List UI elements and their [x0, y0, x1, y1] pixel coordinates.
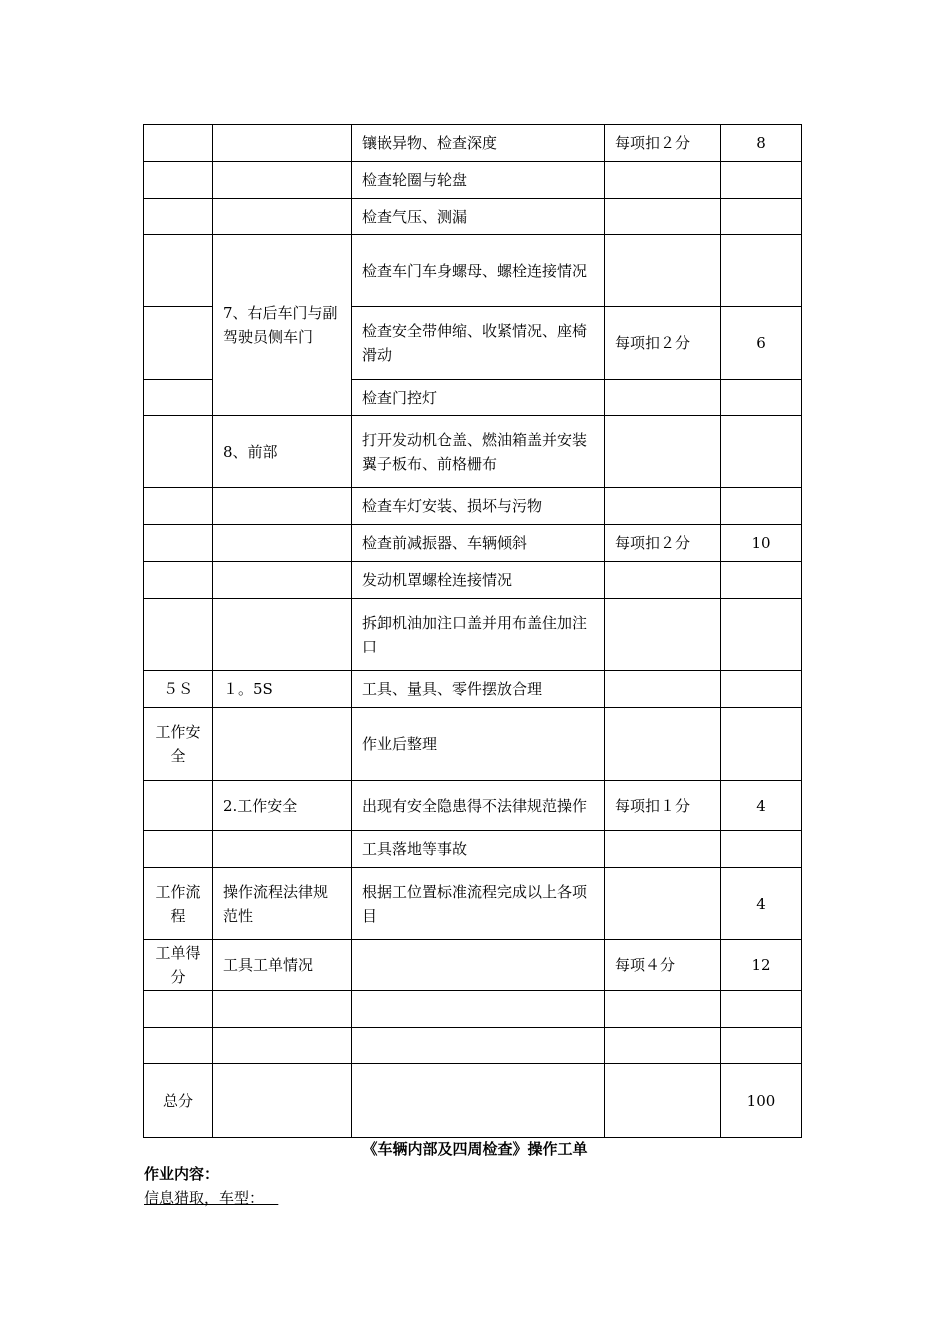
table-row [144, 525, 802, 562]
deduction-cell: 每项４分 [605, 940, 721, 991]
item-cell: 拆卸机油加注口盖并用布盖住加注口 [352, 599, 605, 671]
deduction-cell [605, 991, 721, 1028]
total-score: 100 [721, 1064, 802, 1138]
item-cell [352, 1064, 605, 1138]
table-row [144, 562, 802, 599]
deduction-cell [605, 671, 721, 708]
category-cell [144, 1028, 213, 1064]
table-row [144, 162, 802, 199]
subcategory-cell [213, 831, 352, 868]
category-cell [144, 991, 213, 1028]
subcategory-cell [213, 162, 352, 199]
score-cell: 8 [721, 125, 802, 162]
category-cell [144, 380, 213, 416]
score-cell: 4 [721, 781, 802, 831]
category-cell [144, 488, 213, 525]
deduction-cell [605, 868, 721, 940]
score-cell: 4 [721, 868, 802, 940]
table-row [144, 708, 802, 781]
category-cell [144, 562, 213, 599]
table-row [144, 125, 802, 162]
item-cell: 检查车门车身螺母、螺栓连接情况 [352, 235, 605, 307]
item-cell: 检查车灯安装、损坏与污物 [352, 488, 605, 525]
category-cell: 工作安全 [144, 708, 213, 781]
table-row [144, 781, 802, 831]
subcategory-cell: 2.工作安全 [213, 781, 352, 831]
score-cell [721, 380, 802, 416]
score-cell: 6 [721, 307, 802, 380]
table-row [144, 488, 802, 525]
deduction-cell: 每项扣２分 [605, 125, 721, 162]
table-row [144, 1064, 802, 1138]
category-cell [144, 162, 213, 199]
table-row [144, 991, 802, 1028]
subcategory-cell [213, 199, 352, 235]
item-cell: 根据工位置标准流程完成以上各项目 [352, 868, 605, 940]
subcategory-cell [213, 708, 352, 781]
category-cell [144, 599, 213, 671]
item-cell: 检查气压、测漏 [352, 199, 605, 235]
score-cell [721, 416, 802, 488]
score-cell: 10 [721, 525, 802, 562]
scoring-table [143, 124, 802, 1138]
deduction-cell: 每项扣２分 [605, 307, 721, 380]
score-cell [721, 831, 802, 868]
deduction-cell [605, 235, 721, 307]
category-cell [144, 235, 213, 307]
item-cell [352, 940, 605, 991]
category-cell [144, 125, 213, 162]
score-cell [721, 562, 802, 599]
deduction-cell [605, 162, 721, 199]
subcategory-cell [213, 1064, 352, 1138]
score-cell [721, 991, 802, 1028]
score-cell [721, 599, 802, 671]
group-7-label: 7、右后车门与副驾驶员侧车门 [213, 235, 352, 416]
deduction-cell [605, 380, 721, 416]
subcategory-cell [213, 991, 352, 1028]
item-cell: 检查安全带伸缩、收紧情况、座椅滑动 [352, 307, 605, 380]
table-row [144, 416, 802, 488]
subcategory-cell: 操作流程法律规范性 [213, 868, 352, 940]
subcategory-cell [213, 125, 352, 162]
total-label: 总分 [144, 1064, 213, 1138]
table-row [144, 940, 802, 991]
document-title: 《车辆内部及四周检查》操作工单 [362, 1140, 588, 1158]
table-row [144, 671, 802, 708]
category-cell: ５Ｓ [144, 671, 213, 708]
category-cell [144, 416, 213, 488]
item-cell: 工具落地等事故 [352, 831, 605, 868]
deduction-cell [605, 831, 721, 868]
item-cell: 发动机罩螺栓连接情况 [352, 562, 605, 599]
section-label: 作业内容： [144, 1165, 220, 1183]
subcategory-cell [213, 525, 352, 562]
item-cell: 检查前减振器、车辆倾斜 [352, 525, 605, 562]
item-cell: 检查门控灯 [352, 380, 605, 416]
item-cell: 镶嵌异物、检查深度 [352, 125, 605, 162]
score-cell [721, 162, 802, 199]
item-cell [352, 1028, 605, 1064]
score-cell [721, 488, 802, 525]
category-cell [144, 781, 213, 831]
category-cell: 工单得分 [144, 940, 213, 991]
deduction-cell [605, 1064, 721, 1138]
deduction-cell [605, 416, 721, 488]
deduction-cell [605, 1028, 721, 1064]
table-row [144, 1028, 802, 1064]
deduction-cell [605, 488, 721, 525]
table-row [144, 599, 802, 671]
score-cell [721, 671, 802, 708]
group-8-label: 8、前部 [213, 416, 352, 488]
item-cell: 工具、量具、零件摆放合理 [352, 671, 605, 708]
category-cell: 工作流程 [144, 868, 213, 940]
subcategory-cell [213, 562, 352, 599]
table-row [144, 235, 802, 307]
item-cell: 作业后整理 [352, 708, 605, 781]
info-line: 信息猎取，车型： [144, 1189, 279, 1207]
subcategory-cell [213, 1028, 352, 1064]
score-cell [721, 199, 802, 235]
deduction-cell [605, 599, 721, 671]
score-cell [721, 1028, 802, 1064]
deduction-cell [605, 562, 721, 599]
category-cell [144, 199, 213, 235]
deduction-cell [605, 708, 721, 781]
item-cell: 打开发动机仓盖、燃油箱盖并安装翼子板布、前格栅布 [352, 416, 605, 488]
table-row [144, 831, 802, 868]
category-cell [144, 831, 213, 868]
subcategory-cell: 工具工单情况 [213, 940, 352, 991]
score-cell [721, 708, 802, 781]
subcategory-cell [213, 599, 352, 671]
deduction-cell: 每项扣２分 [605, 525, 721, 562]
category-cell [144, 525, 213, 562]
deduction-cell: 每项扣１分 [605, 781, 721, 831]
deduction-cell [605, 199, 721, 235]
subcategory-cell: １。5S [213, 671, 352, 708]
table-row [144, 868, 802, 940]
category-cell [144, 307, 213, 380]
item-cell [352, 991, 605, 1028]
item-cell: 检查轮圈与轮盘 [352, 162, 605, 199]
item-cell: 出现有安全隐患得不法律规范操作 [352, 781, 605, 831]
score-cell [721, 235, 802, 307]
subcategory-cell [213, 488, 352, 525]
table-row [144, 199, 802, 235]
score-cell: 12 [721, 940, 802, 991]
